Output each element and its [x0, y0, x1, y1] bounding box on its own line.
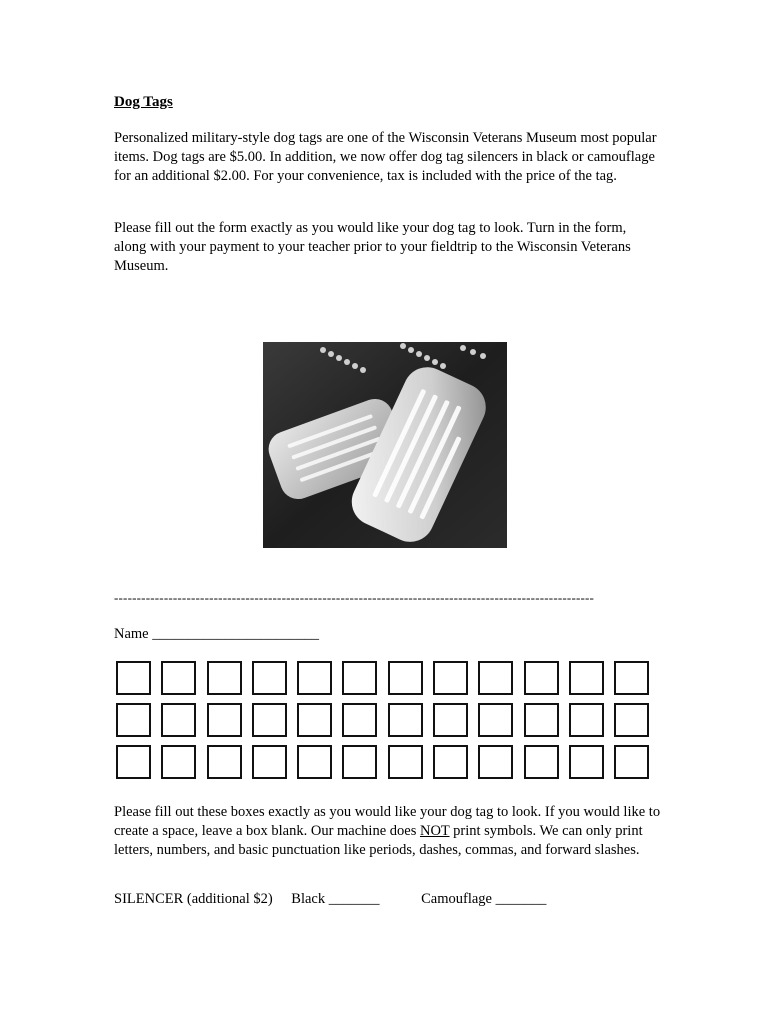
letter-box[interactable]: [297, 661, 332, 695]
letter-box[interactable]: [524, 703, 559, 737]
instructions-paragraph: Please fill out the form exactly as you would like your dog tag to look. Turn in the form, along with your payment to your teacher prior to your fieldtrip to the Wisconsin Veterans Museum.: [114, 220, 631, 274]
letter-box[interactable]: [207, 661, 242, 695]
box-instructions-text-end: print symbols. We can only print letters, numbers, and basic punctuation like periods, dashes, commas, and forward slashes.: [114, 823, 643, 858]
letter-box[interactable]: [388, 703, 423, 737]
letter-box[interactable]: [297, 703, 332, 737]
letter-box[interactable]: [433, 661, 468, 695]
letter-box[interactable]: [433, 703, 468, 737]
letter-box[interactable]: [116, 745, 151, 779]
cut-line: ----------------------------------------------------------------------------------------------------------: [114, 590, 595, 605]
letter-box[interactable]: [161, 703, 196, 737]
letter-box[interactable]: [207, 745, 242, 779]
dog-tag-letter-grid: [116, 661, 649, 779]
letter-box[interactable]: [342, 661, 377, 695]
box-instructions-paragraph: [114, 803, 662, 860]
letter-box[interactable]: [297, 745, 332, 779]
dog-tags-photo: [263, 342, 507, 548]
letter-box[interactable]: [569, 745, 604, 779]
intro-paragraph: Personalized military-style dog tags are one of the Wisconsin Veterans Museum most popular items. Dog tags are $5.00. In addition, we now offer dog tag silencers in black or camouflage for an additional $2.00. For your convenience, tax is included with the price of the tag.: [114, 130, 657, 184]
letter-box[interactable]: [252, 703, 287, 737]
letter-box[interactable]: [569, 661, 604, 695]
letter-box[interactable]: [388, 745, 423, 779]
letter-box[interactable]: [478, 745, 513, 779]
letter-box[interactable]: [342, 703, 377, 737]
letter-box[interactable]: [207, 703, 242, 737]
letter-box[interactable]: [252, 745, 287, 779]
letter-box[interactable]: [116, 703, 151, 737]
letter-box[interactable]: [614, 703, 649, 737]
silencer-black-option[interactable]: Black _______: [291, 891, 380, 907]
letter-box[interactable]: [388, 661, 423, 695]
letter-box[interactable]: [524, 745, 559, 779]
dog-tags-illustration: [263, 342, 507, 548]
emphasis-not: NOT: [419, 823, 450, 839]
letter-box[interactable]: [478, 661, 513, 695]
page-title: Dog Tags: [114, 94, 173, 110]
letter-box[interactable]: [342, 745, 377, 779]
name-label: Name: [114, 626, 149, 642]
letter-box[interactable]: [433, 745, 468, 779]
letter-box[interactable]: [614, 661, 649, 695]
letter-box[interactable]: [116, 661, 151, 695]
box-instructions-text: Please fill out these boxes exactly as you would like your dog tag to look. If you would like to create a space, leave a box blank. Our machine does: [114, 804, 661, 839]
letter-box[interactable]: [569, 703, 604, 737]
letter-box[interactable]: [161, 661, 196, 695]
letter-box[interactable]: [478, 703, 513, 737]
letter-box[interactable]: [252, 661, 287, 695]
letter-box[interactable]: [614, 745, 649, 779]
silencer-camouflage-option[interactable]: Camouflage _______: [421, 891, 547, 907]
name-field-line[interactable]: [114, 626, 319, 643]
letter-box[interactable]: [161, 745, 196, 779]
name-blank[interactable]: _______________________: [152, 626, 319, 642]
silencer-options: [114, 891, 546, 908]
letter-box[interactable]: [524, 661, 559, 695]
silencer-label: SILENCER (additional $2): [114, 891, 273, 907]
